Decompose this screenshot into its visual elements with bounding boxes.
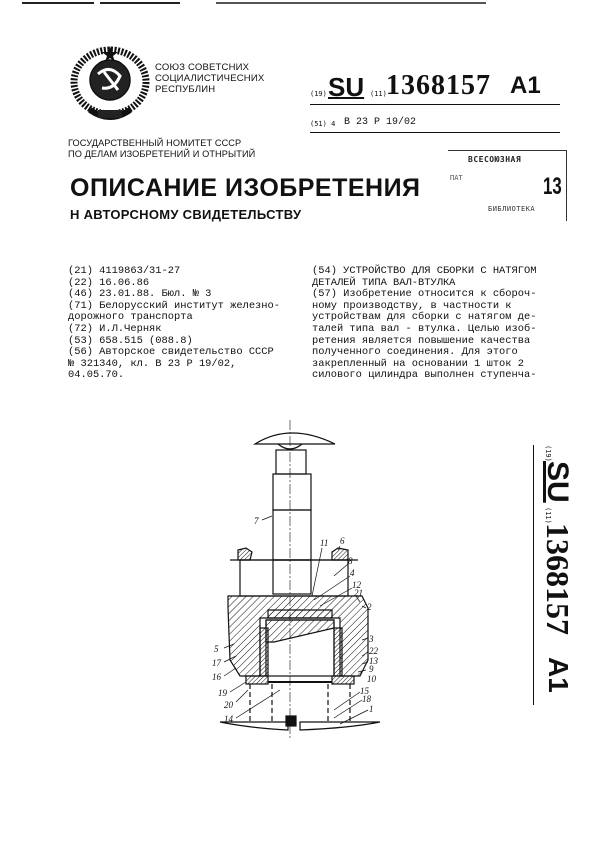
label-17: 17 bbox=[212, 658, 221, 668]
side-country-code: SU bbox=[541, 461, 574, 503]
label-14: 14 bbox=[224, 714, 233, 724]
committee-line: ГОСУДАРСТВЕННЫЙ НОМИТЕТ СССР bbox=[68, 138, 242, 148]
label-19: 19 bbox=[218, 688, 227, 698]
ussr-emblem-icon bbox=[68, 44, 152, 124]
label-22: 22 bbox=[369, 646, 378, 656]
stamp-side-text: ПАТ bbox=[450, 174, 463, 182]
country-code: SU bbox=[328, 72, 365, 102]
country-line: РЕСПУБЛИН bbox=[155, 84, 216, 95]
label-10: 10 bbox=[367, 674, 376, 684]
biblio-line: (21) 4119863/31-27 bbox=[68, 265, 181, 277]
side-inid-tag-19: (19) bbox=[544, 445, 552, 462]
biblio-line: (22) 16.06.86 bbox=[68, 276, 150, 289]
mushroom-head bbox=[255, 433, 335, 444]
label-6: 6 bbox=[340, 536, 345, 546]
abstract-line: (54) УСТРОЙСТВО ДЛЯ СБОРКИ С НАТЯГОМ bbox=[312, 265, 537, 277]
abstract-line: ному производству, в частности к bbox=[312, 299, 512, 312]
shaft-upper bbox=[276, 450, 306, 474]
committee-line: ПО ДЕЛАМ ИЗОБРЕТЕНИЙ И ОТНРЫТИЙ bbox=[68, 149, 256, 159]
label-3: 3 bbox=[369, 634, 374, 644]
patent-number: 1368157 bbox=[386, 70, 491, 101]
abstract-line: устройствам для сборки с натягом де- bbox=[312, 311, 537, 324]
label-18: 18 bbox=[362, 694, 371, 704]
stamp-bottom-text: БИБЛИОТЕКА bbox=[488, 205, 536, 213]
shaft-lower bbox=[273, 510, 311, 560]
label-1: 1 bbox=[369, 704, 374, 714]
biblio-line: (53) 658.515 (088.8) bbox=[68, 334, 193, 347]
biblio-line: (71) Белорусский институт железно- bbox=[68, 299, 281, 312]
technical-drawing bbox=[210, 420, 390, 740]
biblio-line: 04.05.70. bbox=[68, 369, 125, 382]
biblio-line: (56) Авторское свидетельство СССР bbox=[68, 346, 274, 359]
abstract-line: (57) Изобретение относится к сбороч- bbox=[312, 288, 537, 301]
nut-left bbox=[238, 548, 252, 560]
label-2: 2 bbox=[367, 602, 372, 612]
abstract-line: ретения является повышение качества bbox=[312, 334, 531, 347]
patent-number-row bbox=[310, 70, 560, 105]
plate bbox=[240, 560, 348, 596]
library-stamp bbox=[448, 150, 567, 221]
nut-right bbox=[332, 548, 348, 560]
label-11: 11 bbox=[320, 538, 329, 548]
document-subtitle: Н АВТОРСНОМУ СВИДЕТЕЛЬСТВУ bbox=[70, 207, 302, 222]
kind-code: A1 bbox=[510, 72, 541, 99]
ipc-classification-row bbox=[310, 116, 560, 133]
inid-tag-51: (51) 4 bbox=[310, 120, 336, 128]
side-kind-code: A1 bbox=[543, 657, 574, 693]
abstract-line: полученного соединения. Для этого bbox=[312, 346, 518, 359]
stamp-top-text: ВСЕСОЮЗНАЯ bbox=[468, 155, 522, 164]
country-line: СОЦИАЛИСТИЧЕСНИХ bbox=[155, 73, 265, 84]
biblio-line: (72) И.Л.Черняк bbox=[68, 322, 162, 335]
scan-edge-line bbox=[22, 2, 94, 4]
bibliographic-data bbox=[68, 266, 308, 382]
label-20: 20 bbox=[224, 700, 233, 710]
label-4: 4 bbox=[350, 568, 355, 578]
side-inid-tag-11: (11) bbox=[544, 507, 552, 524]
document-title: ОПИСАНИЕ ИЗОБРЕТЕНИЯ bbox=[70, 174, 421, 202]
label-16: 16 bbox=[212, 672, 221, 682]
side-patent-number-value: 1368157 bbox=[540, 523, 576, 635]
label-5: 5 bbox=[214, 644, 219, 654]
inid-tag-19: (19) bbox=[310, 90, 327, 98]
country-name bbox=[155, 62, 264, 95]
label-13: 13 bbox=[369, 656, 378, 666]
label-9: 9 bbox=[369, 664, 374, 674]
abstract bbox=[312, 266, 562, 382]
sleeve bbox=[266, 620, 334, 642]
label-21: 21 bbox=[354, 588, 363, 598]
biblio-line: (46) 23.01.88. Бюл. № 3 bbox=[68, 288, 212, 301]
inid-tag-11: (11) bbox=[370, 90, 387, 98]
stamp-number: 13 bbox=[543, 173, 562, 200]
biblio-line: дорожного транспорта bbox=[68, 311, 193, 324]
label-12: 12 bbox=[352, 580, 361, 590]
country-line: СОЮЗ СОВЕТСНИХ bbox=[155, 62, 250, 73]
scan-edge-line bbox=[216, 2, 486, 4]
biblio-line: № 321340, кл. В 23 Р 19/02, bbox=[68, 357, 237, 370]
abstract-line: талей типа вал - втулка. Целью изоб- bbox=[312, 322, 537, 335]
drawing-svg bbox=[210, 420, 390, 740]
shaft-middle bbox=[273, 474, 311, 510]
committee-name bbox=[68, 138, 255, 160]
scan-edge-line bbox=[100, 2, 180, 4]
abstract-line: силового цилиндра выполнен ступенча- bbox=[312, 369, 537, 382]
label-8: 8 bbox=[348, 556, 353, 566]
side-patent-number bbox=[530, 445, 590, 705]
abstract-line: закрепленный на основании 1 шток 2 bbox=[312, 357, 525, 370]
abstract-line: ДЕТАЛЕЙ ТИПА ВАЛ-ВТУЛКА bbox=[312, 276, 456, 289]
label-15: 15 bbox=[360, 686, 369, 696]
label-7: 7 bbox=[254, 516, 259, 526]
ipc-class: В 23 Р 19/02 bbox=[344, 117, 417, 128]
